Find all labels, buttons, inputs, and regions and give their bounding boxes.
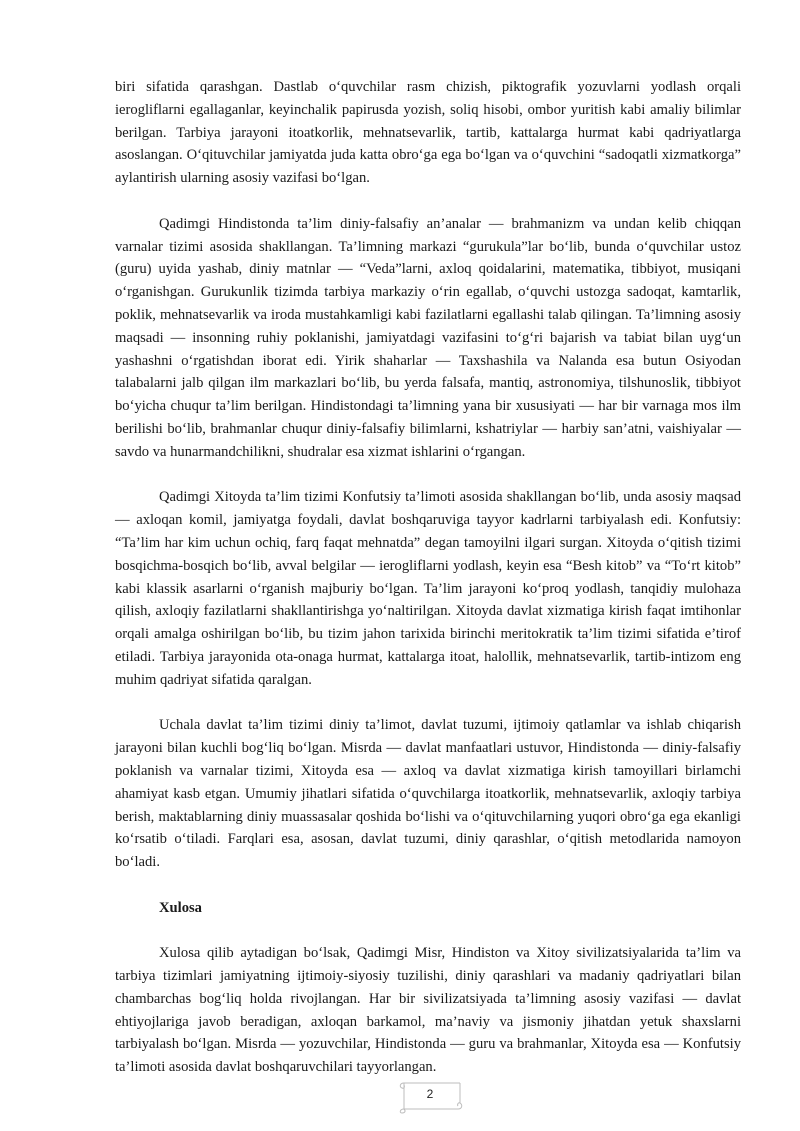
section-heading-conclusion: Xulosa [159,899,202,916]
paragraph-conclusion: Xulosa qilib aytadigan bo‘lsak, Qadimgi Misr, Hindiston va Xitoy sivilizatsiyalarida ta’lim va tarbiya tizimlari jamiyatning ijtimoiy-siyosiy tuzilishi, diniy qarashlari va madaniy qadriyatlari bilan chambarchas bog‘liq holda rivojlangan. Har bir sivilizatsiyada ta’limning asosiy vazifasi — davlat ehtiyojlariga javob beradigan, axloqan barkamol, ma’naviy va jismoniy jihatdan yetuk shaxslarni tarbiyalash bo‘lgan. Misrda — yozuvchilar, Hindistonda — guru va brahmanlar, Xitoyda esa — Konfutsiy ta’limoti asosida davlat boshqaruvchilari tayyorlangan. [115,945,741,1076]
paragraph-egypt-continuation: biri sifatida qarashgan. Dastlab o‘quvchilar rasm chizish, piktografik yozuvlarni yodlash orqali ierogliflarni egallaganlar, keyinchalik papirusda yozish, soliq hisobi, ombor yuritish kabi amaliy bilimlar berilgan. Tarbiya jarayoni itoatkorlik, mehnatsevarlik, tartib, kattalarga hurmat kabi qadriyatlarga asoslangan. O‘qituvchilar jamiyatda juda katta obro‘ga ega bo‘lgan va o‘quvchini “sadoqatli xizmatkorga” aylantirish ularning asosiy vazifasi bo‘lgan. [115,79,741,187]
page-number: 2 [426,1087,434,1101]
page-footer [396,1079,464,1115]
paragraph-india: Qadimgi Hindistonda ta’lim diniy-falsafiy an’analar — brahmanizm va undan kelib chiqqan varnalar tizimi asosida shakllangan. Ta’limning markazi “gurukula”lar bo‘lib, bunda o‘quvchilar ustoz (guru) uyida yashab, diniy matnlar — “Veda”larni, axloq qoidalarini, matematika, tibbiyot, musiqani o‘rganishgan. Gurukunlik tizimda tarbiya markaziy o‘rin egallab, o‘quvchi ustozga sadoqat, kamtarlik, poklik, mehnatsevarlik va iroda mustahkamligi kabi fazilatlarni egallashi talab qilingan. Ta’limning asosiy maqsadi — insonning ruhiy poklanishi, jamiyatdagi vazifasini to‘g‘ri bajarish va tabiat bilan uyg‘un yashashni o‘rgatishdan iborat edi. Yirik shaharlar — Taxshashila va Nalanda esa butun Osiyodan talabalarni jalb qilgan ilm markazlari bo‘lib, bu yerda falsafa, mantiq, astronomiya, tilshunoslik, tibbiyot bo‘yicha chuqur ta’lim berilgan. Hindistondagi ta’limning yana bir xususiyati — har bir varnaga mos ilm berilishi bo‘lib, brahmanlar chuqur diniy-falsafiy bilimlarni, kshatriylar — harbiy san’atni, vaishiyalar — savdo va hunarmandchilikni, shudralar esa xizmat ishlarini o‘rgangan. [115,215,741,460]
document-body [115,76,741,1102]
paragraph-comparison: Uchala davlat ta’lim tizimi diniy ta’limot, davlat tuzumi, ijtimoiy qatlamlar va ishlab chiqarish jarayoni bilan kuchli bog‘liq bo‘lgan. Misrda — davlat manfaatlari ustuvor, Hindistonda — diniy-falsafiy poklanish va varnalar tizimi, Xitoyda esa — axloq va davlat xizmatiga kirish tamoyillari birlamchi ahamiyat kasb etgan. Umumiy jihatlari sifatida o‘quvchilarga itoatkorlik, mehnatsevarlik, axloqiy tarbiya berish, maktablarning diniy muassasalar qoshida bo‘lishi va o‘qituvchilarning yuqori obro‘ga ega ekanligi ko‘rsatib o‘tiladi. Farqlari esa, asosan, davlat tuzumi, diniy qarashlar, o‘qitish metodlarida namoyon bo‘ladi. [115,717,741,871]
paragraph-china: Qadimgi Xitoyda ta’lim tizimi Konfutsiy ta’limoti asosida shakllangan bo‘lib, unda asosiy maqsad — axloqan komil, jamiyatga foydali, davlat boshqaruviga tayyor kadrlarni tarbiyalash edi. Konfutsiy: “Ta’lim har kim uchun ochiq, farq faqat mehnatda” degan tamoyilni ilgari surgan. Xitoyda o‘qitish tizimi bosqichma-bosqich bo‘lib, avval belgilar — ierogliflarni yodlash, keyin esa “Besh kitob” va “To‘rt kitob” kabi klassik asarlarni o‘rganish majburiy bo‘lgan. Ta’lim jarayoni ko‘proq yodlash, tanqidiy mulohaza qilish, axloqiy fazilatlarni shakllantirishga yo‘naltirilgan. Xitoyda davlat xizmatiga kirish faqat imtihonlar orqali amalga oshirilgan bo‘lib, bu tizim jahon tarixida birinchi meritokratik ta’lim tizimi sifatida e’tirof etiladi. Tarbiya jarayonida ota-onaga hurmat, kattalarga itoat, halollik, mehnatsevarlik, tartib-intizom eng muhim qadriyat sifatida qaralgan. [115,489,741,688]
